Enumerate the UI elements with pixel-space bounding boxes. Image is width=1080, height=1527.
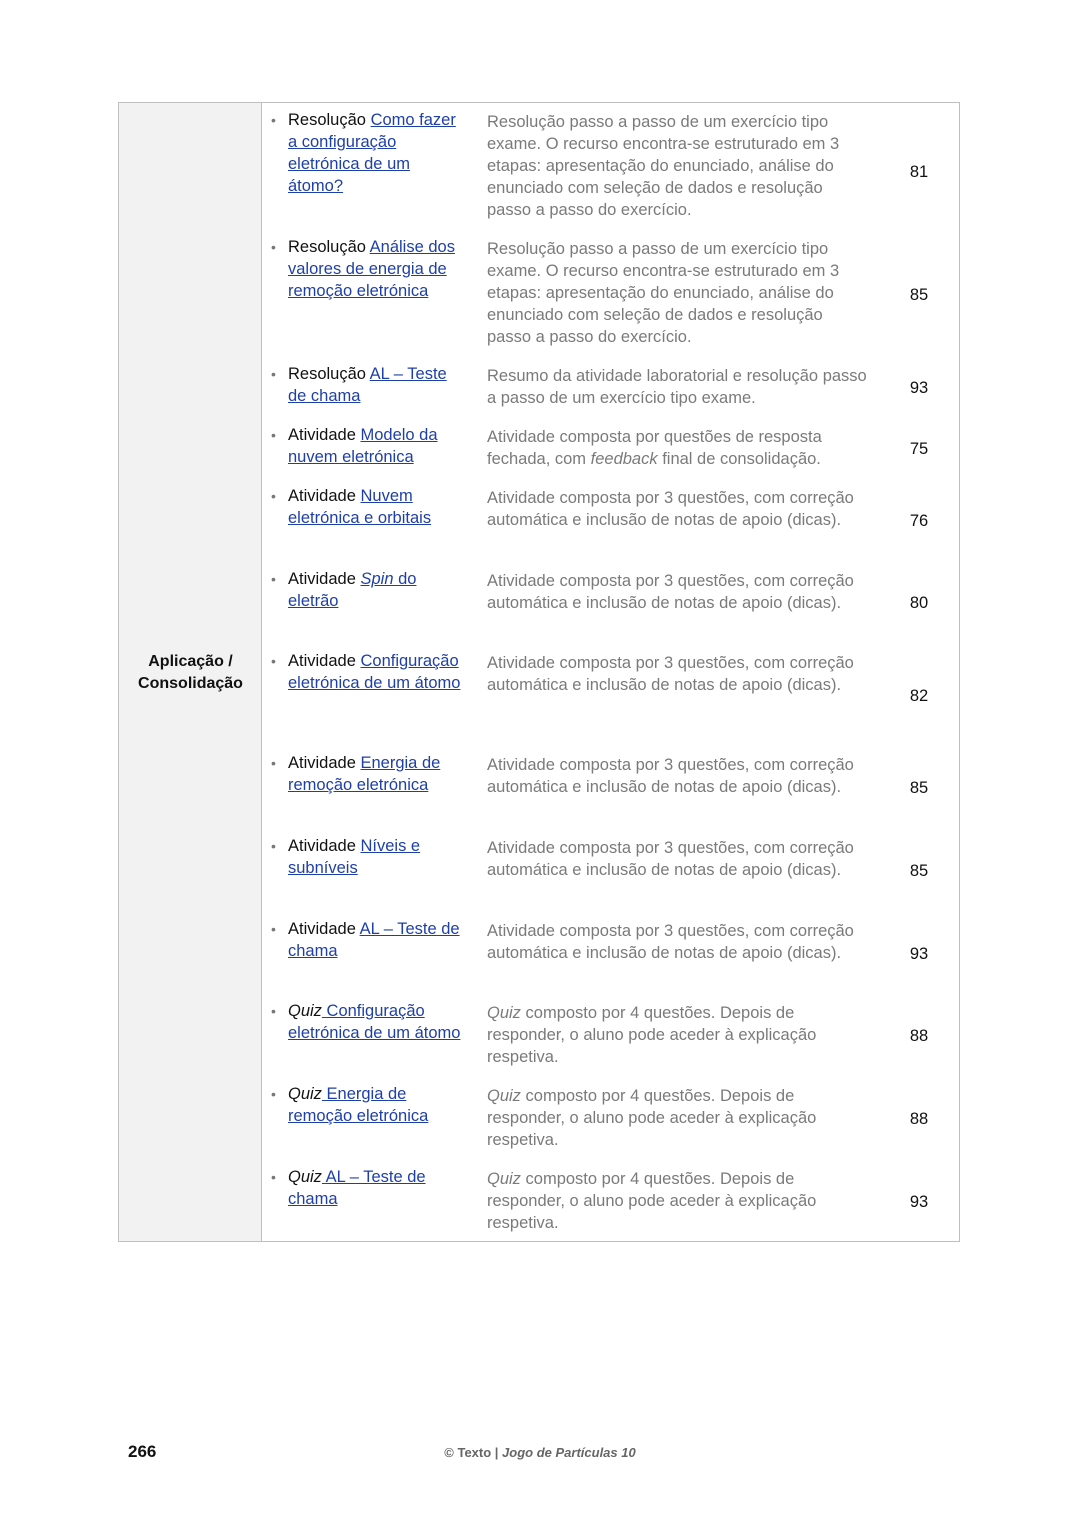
resource-link[interactable]: Nuvem eletrónica e orbitais: [288, 487, 432, 527]
bullet-icon: •: [271, 921, 276, 937]
page-number: 93: [909, 1193, 929, 1211]
resource-description: Quiz composto por 4 questões. Depois de responder, o aluno pode aceder à explicação respetiva.: [487, 1170, 817, 1232]
resource-description: Atividade composta por 3 questões, com correção automática e inclusão de notas de apoio (dicas).: [487, 572, 854, 612]
page-number: 76: [909, 512, 929, 530]
resource-item: • Quiz Configuração eletrónica de um átomo: [271, 1002, 461, 1042]
resource-item: • Atividade AL – Teste de chama: [271, 920, 460, 960]
bullet-icon: •: [271, 1086, 276, 1102]
resource-description: Atividade composta por 3 questões, com correção automática e inclusão de notas de apoio (dicas).: [487, 756, 854, 796]
section-label: Aplicação / Consolidação: [138, 653, 243, 692]
page-number: 85: [909, 286, 929, 304]
page-number: 80: [909, 594, 929, 612]
bullet-icon: •: [271, 488, 276, 504]
bullet-icon: •: [271, 653, 276, 669]
footer-page-number: 266: [128, 1442, 157, 1461]
bullet-icon: •: [271, 571, 276, 587]
resource-description: Resolução passo a passo de um exercício tipo exame. O recurso encontra-se estruturado em 3 etapas: apresentação do enunciado, análise do enunciado com seleção de dados e resolução passo a passo do exercício.: [487, 113, 840, 219]
resource-link[interactable]: Energia de remoção eletrónica: [288, 1085, 429, 1125]
resource-item: • Quiz AL – Teste de chama: [271, 1168, 426, 1208]
resource-link[interactable]: AL – Teste de chama: [288, 365, 447, 405]
resource-link[interactable]: Modelo da nuvem eletrónica: [288, 426, 438, 466]
bullet-icon: •: [271, 838, 276, 854]
resource-link[interactable]: Spin do eletrão: [288, 570, 417, 610]
resource-item: • Atividade Energia de remoção eletrónica: [271, 754, 441, 794]
page-number: 81: [909, 163, 929, 181]
resource-link[interactable]: Análise dos valores de energia de remoção eletrónica: [288, 238, 455, 300]
page-number: 82: [909, 687, 929, 705]
resource-link[interactable]: Energia de remoção eletrónica: [288, 754, 441, 794]
bullet-icon: •: [271, 112, 276, 128]
resource-description: Atividade composta por 3 questões, com correção automática e inclusão de notas de apoio (dicas).: [487, 839, 854, 879]
resource-item: • Resolução Como fazer a configuração eletrónica de um átomo?: [271, 111, 456, 195]
page-number: 85: [909, 779, 929, 797]
section-column: [119, 103, 262, 1241]
bullet-icon: •: [271, 366, 276, 382]
resource-link[interactable]: AL – Teste de chama: [288, 1168, 426, 1208]
page-number: 75: [909, 440, 929, 458]
bullet-icon: •: [271, 755, 276, 771]
page-number: 88: [909, 1110, 929, 1128]
resource-item: • Atividade Spin do eletrão: [271, 570, 417, 610]
resource-item: • Quiz Energia de remoção eletrónica: [271, 1085, 429, 1125]
resource-description: Resolução passo a passo de um exercício tipo exame. O recurso encontra-se estruturado em 3 etapas: apresentação do enunciado, análise do enunciado com seleção de dados e resolução passo a passo do exercício.: [487, 240, 840, 346]
bullet-icon: •: [271, 1003, 276, 1019]
resource-item: • Atividade Modelo da nuvem eletrónica: [271, 426, 438, 466]
resource-link[interactable]: Como fazer a configuração eletrónica de um átomo?: [288, 111, 456, 195]
resource-description: Atividade composta por 3 questões, com correção automática e inclusão de notas de apoio (dicas).: [487, 922, 854, 962]
page-number: 88: [909, 1027, 929, 1045]
resource-description: Atividade composta por questões de resposta fechada, com feedback final de consolidação.: [487, 428, 822, 468]
page-number: 85: [909, 862, 929, 880]
bullet-icon: •: [271, 239, 276, 255]
resource-link[interactable]: Configuração eletrónica de um átomo: [288, 652, 461, 692]
resource-link[interactable]: AL – Teste de chama: [288, 920, 460, 960]
resource-description: Quiz composto por 4 questões. Depois de responder, o aluno pode aceder à explicação respetiva.: [487, 1087, 817, 1149]
resource-item: • Atividade Configuração eletrónica de um átomo: [271, 652, 461, 692]
resource-item: • Atividade Nuvem eletrónica e orbitais: [271, 487, 432, 527]
resource-item: • Resolução Análise dos valores de energia de remoção eletrónica: [271, 238, 455, 300]
resource-description: Quiz composto por 4 questões. Depois de responder, o aluno pode aceder à explicação respetiva.: [487, 1004, 817, 1066]
resource-item: • Atividade Níveis e subníveis: [271, 837, 421, 877]
page-number: 93: [909, 945, 929, 963]
footer-copyright: © Texto | Jogo de Partículas 10: [444, 1445, 636, 1460]
resource-description: Resumo da atividade laboratorial e resolução passo a passo de um exercício tipo exame.: [487, 367, 867, 407]
resource-link[interactable]: Níveis e subníveis: [288, 837, 421, 877]
page-number: 93: [909, 379, 929, 397]
resource-description: Atividade composta por 3 questões, com correção automática e inclusão de notas de apoio (dicas).: [487, 489, 854, 529]
resource-item: • Resolução AL – Teste de chama: [271, 365, 447, 405]
resource-description: Atividade composta por 3 questões, com correção automática e inclusão de notas de apoio (dicas).: [487, 654, 854, 694]
bullet-icon: •: [271, 1169, 276, 1185]
resource-link[interactable]: Configuração eletrónica de um átomo: [288, 1002, 461, 1042]
bullet-icon: •: [271, 427, 276, 443]
resources-table: [118, 102, 960, 1242]
